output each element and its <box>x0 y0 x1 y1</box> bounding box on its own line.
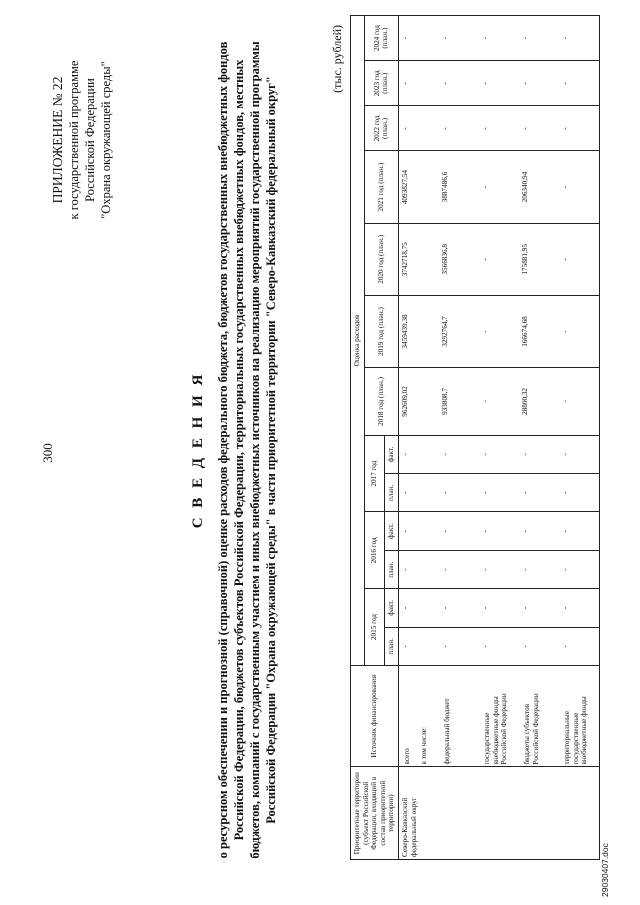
header-2015: 2015 год <box>364 589 385 666</box>
value-cell: 166674,68 <box>519 295 559 367</box>
source-label: государственные внебюджетные фонды Российской Федерации <box>482 693 509 765</box>
document-title: С В Е Д Е Н И Я <box>190 371 206 529</box>
value-cell: 3742718,75 <box>398 223 439 295</box>
header-2021: 2021 год (план.) <box>364 151 398 223</box>
header-fact: факт. <box>385 435 399 473</box>
source-label: бюджеты субъектов Российской Федерации <box>522 693 540 765</box>
value-cell: - <box>559 550 600 588</box>
source-cell <box>559 665 600 767</box>
header-2016: 2016 год <box>364 512 385 589</box>
value-cell: - <box>439 512 479 550</box>
territory-cell: Северо-Кавказский федеральный округ <box>398 767 599 860</box>
header-fact: факт. <box>385 589 399 627</box>
value-cell: - <box>559 512 600 550</box>
value-cell: - <box>559 368 600 436</box>
value-cell: - <box>519 16 559 61</box>
value-cell: - <box>519 474 559 512</box>
header-2020: 2020 год (план.) <box>364 223 398 295</box>
document-heading <box>190 35 279 865</box>
value-cell: - <box>479 512 519 550</box>
header-estimate: Оценка расходов <box>351 16 365 666</box>
value-cell: 28800,32 <box>519 368 559 436</box>
header-2024: 2024 год (план.) <box>364 16 398 61</box>
value-cell: - <box>439 106 479 151</box>
value-cell: - <box>479 61 519 106</box>
appendix-line-1: к государственной программе <box>67 60 81 220</box>
header-2019: 2019 год (план.) <box>364 295 398 367</box>
value-cell: - <box>479 368 519 436</box>
value-cell: 206340,94 <box>519 151 559 223</box>
source-sublabel: в том числе: <box>419 727 428 765</box>
value-cell: - <box>479 589 519 627</box>
value-cell: - <box>439 474 479 512</box>
source-label: всего <box>402 748 411 765</box>
value-cell: 933808,7 <box>439 368 479 436</box>
value-cell: - <box>559 16 600 61</box>
table-row <box>398 16 439 860</box>
value-cell: - <box>559 151 600 223</box>
header-plan: план. <box>385 474 399 512</box>
source-label: территориальные государственные внебюджетные фонды <box>562 696 589 765</box>
value-cell: 3459439,38 <box>398 295 439 367</box>
value-cell: - <box>479 550 519 588</box>
header-plan: план. <box>385 627 399 665</box>
header-plan: план. <box>385 550 399 588</box>
header-2022: 2022 год (план.) <box>364 106 398 151</box>
source-cell <box>398 665 439 767</box>
value-cell: - <box>559 223 600 295</box>
unit-note: (тыс. рублей) <box>330 25 344 93</box>
file-name: 29030407.doc <box>600 843 610 897</box>
value-cell: - <box>398 474 439 512</box>
value-cell: - <box>439 435 479 473</box>
value-cell: 4093827,54 <box>398 151 439 223</box>
appendix-block <box>50 15 114 265</box>
header-2023: 2023 год (план.) <box>364 61 398 106</box>
value-cell: - <box>479 435 519 473</box>
table-row <box>479 16 519 860</box>
value-cell: - <box>559 61 600 106</box>
value-cell: - <box>479 16 519 61</box>
value-cell: - <box>519 435 559 473</box>
value-cell: - <box>439 550 479 588</box>
value-cell: - <box>519 627 559 665</box>
value-cell: - <box>559 627 600 665</box>
value-cell: - <box>479 106 519 151</box>
value-cell: - <box>479 223 519 295</box>
page-number: 300 <box>40 443 55 463</box>
value-cell: - <box>519 550 559 588</box>
appendix-title: ПРИЛОЖЕНИЕ № 22 <box>50 76 65 204</box>
table-body <box>398 16 599 860</box>
source-cell <box>439 665 479 767</box>
header-2017: 2017 год <box>364 435 385 512</box>
table-row <box>519 16 559 860</box>
value-cell: - <box>398 627 439 665</box>
value-cell: - <box>559 474 600 512</box>
table-row <box>439 16 479 860</box>
header-row-1 <box>351 16 365 860</box>
appendix-line-3: "Охрана окружающей среды" <box>99 61 113 219</box>
value-cell: - <box>519 589 559 627</box>
expenditure-table <box>350 15 600 860</box>
value-cell: - <box>559 435 600 473</box>
value-cell: - <box>559 589 600 627</box>
table-row <box>559 16 600 860</box>
value-cell: 3292764,7 <box>439 295 479 367</box>
value-cell: - <box>439 16 479 61</box>
value-cell: - <box>519 61 559 106</box>
value-cell: - <box>398 16 439 61</box>
value-cell: - <box>398 589 439 627</box>
value-cell: 962609,02 <box>398 368 439 436</box>
value-cell: - <box>398 106 439 151</box>
value-cell: - <box>559 295 600 367</box>
value-cell: - <box>479 627 519 665</box>
value-cell: - <box>439 61 479 106</box>
value-cell: - <box>439 627 479 665</box>
value-cell: - <box>479 295 519 367</box>
document-description: о ресурсном обеспечении и прогнозной (справочной) оценке расходов федерального бюджета, бюджетов государственных внебюджетных фондов Российской Федерации, бюджетов субъектов Российской Федерации, территориальных государственных внебюджетных фондов, местных бюджетов, компаний с государственным участием и иных внебюджетных источников на реализацию мероприятий государственной программы Российской Федерации "Охрана окружающей среды" в части приоритетной территории "Северо-Кавказский федеральный округ" <box>216 41 278 859</box>
value-cell: - <box>439 589 479 627</box>
value-cell: - <box>559 106 600 151</box>
header-fact: факт. <box>385 512 399 550</box>
source-cell <box>519 665 559 767</box>
appendix-line-2: Российской Федерации <box>83 78 97 202</box>
value-cell: - <box>479 151 519 223</box>
header-2018: 2018 год (план.) <box>364 368 398 436</box>
value-cell: 3566836,8 <box>439 223 479 295</box>
value-cell: - <box>519 512 559 550</box>
value-cell: - <box>398 435 439 473</box>
value-cell: - <box>398 512 439 550</box>
value-cell: - <box>398 550 439 588</box>
value-cell: - <box>479 474 519 512</box>
header-source: Источник финансирования <box>351 665 399 767</box>
source-cell <box>479 665 519 767</box>
header-territory: Приоритетные территории (субъект Российской Федерации, входящий в состав приоритетной территории) <box>351 767 399 860</box>
value-cell: 175881,95 <box>519 223 559 295</box>
value-cell: - <box>398 61 439 106</box>
value-cell: - <box>519 106 559 151</box>
value-cell: 3887486,6 <box>439 151 479 223</box>
source-label: федеральный бюджет <box>442 698 451 765</box>
